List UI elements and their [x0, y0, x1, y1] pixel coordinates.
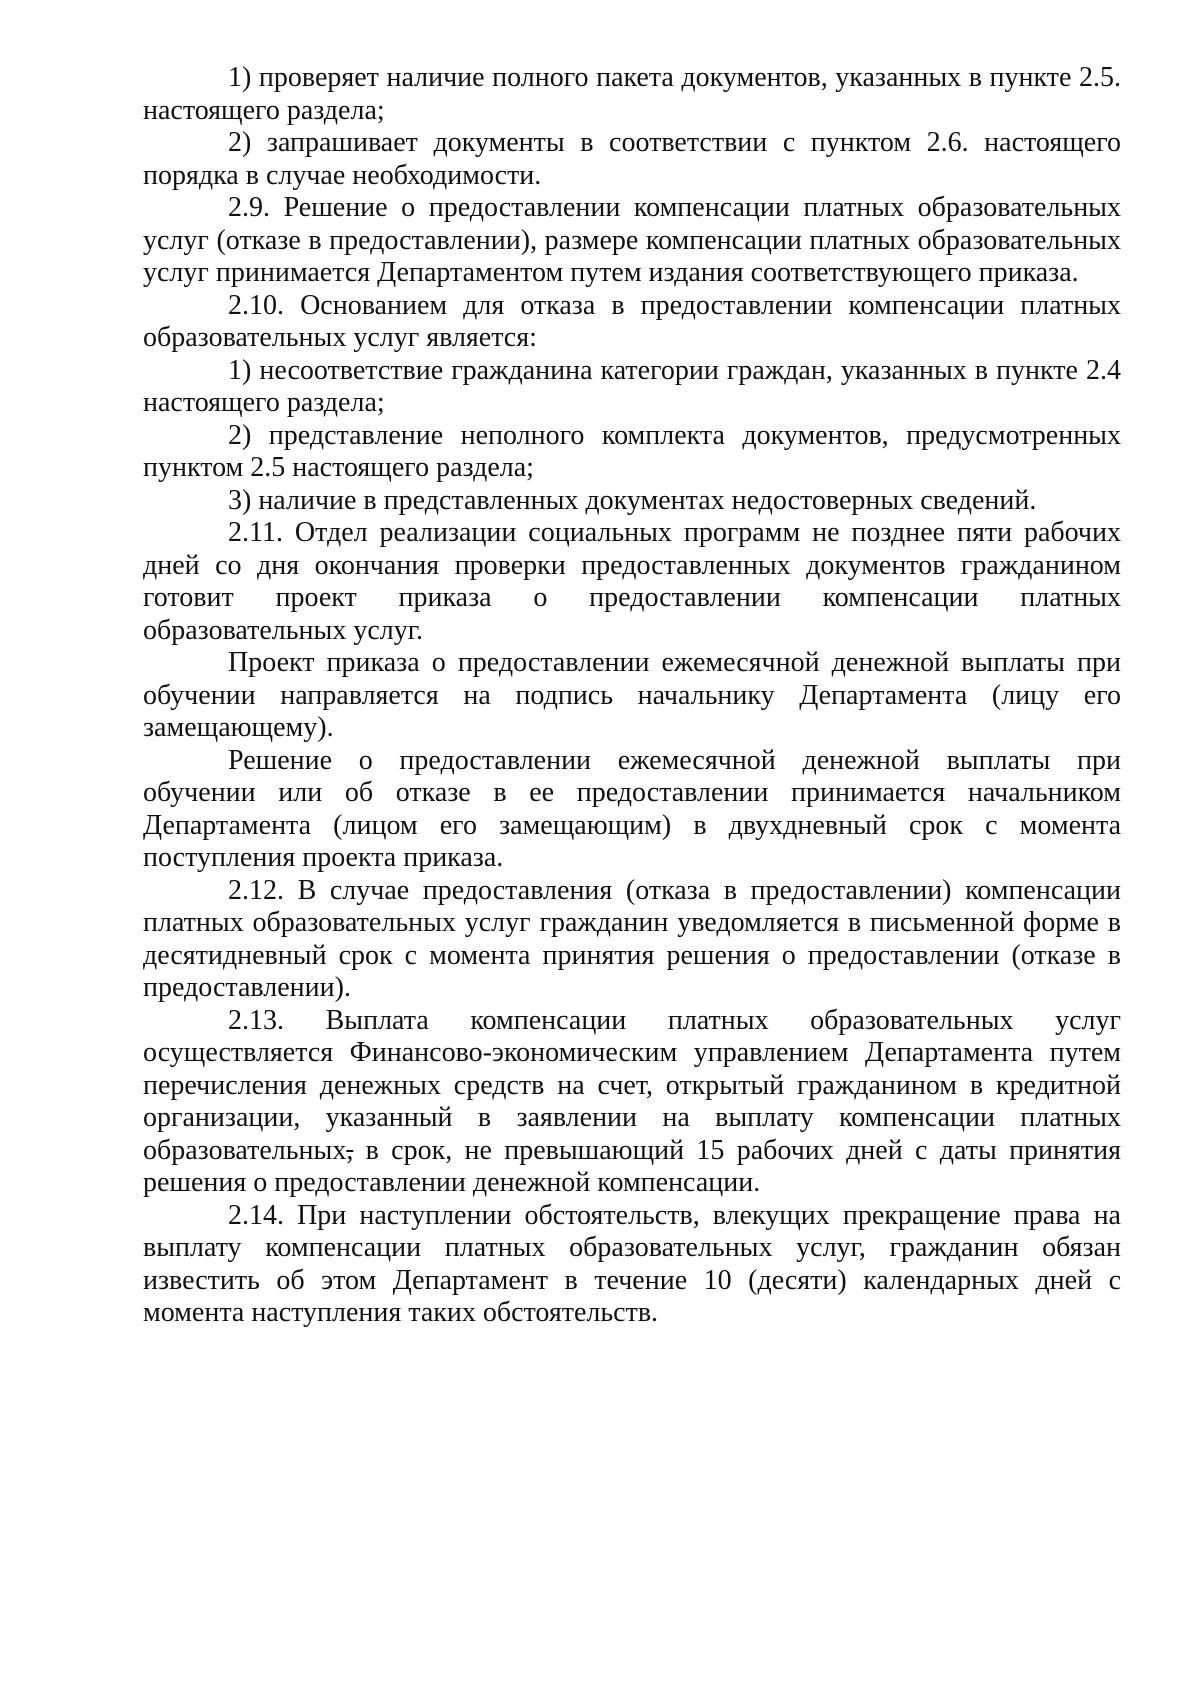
paragraph-2-11: 2.11. Отдел реализации социальных программ не позднее пяти рабочих дней со дня окончания проверки предоставленных документов гражданином готовит проект приказа о предоставлении компенсации платных образовательных услуг.	[143, 517, 1121, 646]
paragraph-2-11-decision: Решение о предоставлении ежемесячной денежной выплаты при обучении или об отказе в ее предоставлении принимается начальником Департамента (лицом его замещающим) в двухдневный срок с момента поступления проекта приказа.	[143, 744, 1121, 873]
paragraph-2-11-draft-order: Проект приказа о предоставлении ежемесячной денежной выплаты при обучении направляется на подпись начальнику Департамента (лицу его замещающему).	[143, 647, 1121, 743]
paragraph-2-13-main: 2.13. Выплата компенсации платных образовательных услуг осуществляется Финансово-экономическим управлением Департамента путем перечисления денежных средств на счет, открытый гражданином в кредитной организации, указанный в заявлении на выплату компенсации платных	[143, 1004, 1121, 1133]
paragraph-2-14: 2.14. При наступлении обстоятельств, влекущих прекращение права на выплату компенсации платных образовательных услуг, гражданин обязан известить об этом Департамент в течение 10 (десяти) календарных дней с момента наступления таких обстоятельств.	[143, 1199, 1121, 1328]
paragraph-2-13	[143, 1005, 1121, 1200]
paragraph-2-10-item-2: 2) представление неполного комплекта документов, предусмотренных пунктом 2.5 настоящего раздела;	[143, 419, 1121, 483]
paragraph-2-13-rest: в срок, не превышающий 15 рабочих дней с даты принятия решения о предоставлении денежной компенсации.	[143, 1134, 1121, 1198]
paragraph-2-13-word: образовательных	[143, 1134, 347, 1166]
paragraph-2-10: 2.10. Основанием для отказа в предоставлении компенсации платных образовательных услуг является:	[143, 289, 1121, 353]
document-page	[143, 62, 1121, 1330]
paragraph-2-10-item-1: 1) несоответствие гражданина категории граждан, указанных в пункте 2.4 настоящего раздела;	[143, 354, 1121, 418]
paragraph-2-10-item-3: 3) наличие в представленных документах недостоверных сведений.	[228, 484, 1037, 516]
paragraph-2-12: 2.12. В случае предоставления (отказа в предоставлении) компенсации платных образовательных услуг гражданин уведомляется в письменной форме в десятидневный срок с момента принятия решения о предоставлении (отказе в предоставлении).	[143, 874, 1121, 1003]
paragraph-2-8-item-2: 2) запрашивает документы в соответствии с пунктом 2.6. настоящего порядка в случае необходимости.	[143, 127, 1121, 191]
paragraph-2-9: 2.9. Решение о предоставлении компенсации платных образовательных услуг (отказе в предоставлении), размере компенсации платных образовательных услуг принимается Департаментом путем издания соответствующего приказа.	[143, 192, 1121, 288]
paragraph-2-8-item-1: 1) проверяет наличие полного пакета документов, указанных в пункте 2.5. настоящего раздела;	[143, 62, 1121, 126]
struck-comma: ,	[346, 1134, 354, 1166]
